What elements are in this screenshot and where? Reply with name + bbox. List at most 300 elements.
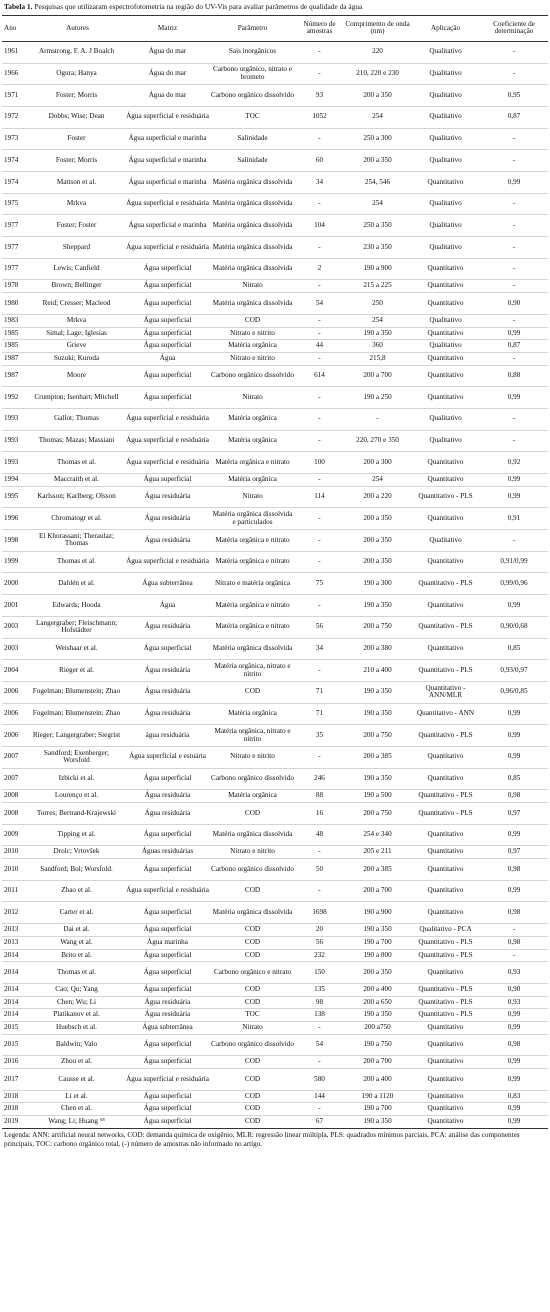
table-cell: 0,87 <box>480 106 548 128</box>
table-cell: Quantitativo <box>411 1021 480 1034</box>
table-cell: - <box>295 193 344 215</box>
table-cell: Água superficial <box>125 924 210 937</box>
table-cell: Água superficial e marinha <box>125 215 210 237</box>
table-cell: Qualitativo <box>411 150 480 172</box>
table-cell: 54 <box>295 293 344 315</box>
column-header: Ano <box>4 23 17 32</box>
table-cell: Cao; Qu; Yang <box>30 983 125 996</box>
table-cell: 0,99/0,96 <box>480 573 548 595</box>
table-cell: Quantitativo - PLS <box>411 949 480 962</box>
table-cell: COD <box>210 936 295 949</box>
table-cell: 1994 <box>2 474 30 487</box>
table-cell: 2011 <box>2 880 30 902</box>
table-cell: Foster; Morris <box>30 85 125 107</box>
table-cell: Água superficial <box>125 1103 210 1116</box>
table-cell: Matéria orgânica dissolvida <box>210 258 295 280</box>
table-cell: 34 <box>295 172 344 194</box>
table-row <box>2 1090 548 1103</box>
table-cell: 144 <box>295 1090 344 1103</box>
table-cell: Foster; Morris <box>30 150 125 172</box>
table-cell: - <box>295 1056 344 1069</box>
table-cell: 200 a 750 <box>344 803 411 825</box>
table-cell: 190 a 350 <box>344 768 411 790</box>
table-cell: 250 <box>344 293 411 315</box>
table-cell: Nitrato <box>210 280 295 293</box>
table-cell: Água superficial e residuária <box>125 880 210 902</box>
table-cell: Izbicki et al. <box>30 768 125 790</box>
table-cell: 200 a 400 <box>344 1069 411 1091</box>
table-cell: Água <box>125 595 210 617</box>
table-cell: Matéria orgânica <box>210 408 295 430</box>
table-row <box>2 996 548 1009</box>
column-header: Parâmetro <box>237 23 268 32</box>
table-cell: Água residuária <box>125 703 210 725</box>
table-cell: Água superficial e marinha <box>125 128 210 150</box>
table-row <box>2 258 548 280</box>
table-cell: Matéria orgânica e nitrato <box>210 530 295 552</box>
table-cell: Água do mar <box>125 63 210 85</box>
table-cell: 190 a 900 <box>344 902 411 924</box>
table-cell: 93 <box>295 85 344 107</box>
table-cell: 0,99 <box>480 327 548 340</box>
table-cell: 1985 <box>2 340 30 353</box>
table-row <box>2 1009 548 1022</box>
table-cell: Matéria orgânica <box>210 790 295 803</box>
table-cell: Simal; Lage; Iglesias <box>30 327 125 340</box>
table-cell: 1993 <box>2 430 30 452</box>
table-cell: Água superficial <box>125 340 210 353</box>
table-cell: água residuária <box>125 725 210 747</box>
table-cell: 44 <box>295 340 344 353</box>
table-cell: Água superficial <box>125 293 210 315</box>
table-cell: Quantitativo <box>411 1056 480 1069</box>
table-cell: Carbono orgânico, nitrato e brometo <box>210 63 295 85</box>
table-cell: 1983 <box>2 314 30 327</box>
table-cell: - <box>480 408 548 430</box>
table-cell: Água superficial <box>125 638 210 660</box>
table-cell: 2018 <box>2 1103 30 1116</box>
table-cell: Água superficial e residuária <box>125 106 210 128</box>
table-caption-text: Pesquisas que utilizaram espectrofotometria na região do UV-Vis para avaliar parâmetros de qualidade da água <box>32 2 363 11</box>
table-cell: 250 a 350 <box>344 215 411 237</box>
table-row <box>2 215 548 237</box>
table-cell: 2006 <box>2 725 30 747</box>
table-cell: Mrkva <box>30 314 125 327</box>
table-cell: - <box>295 63 344 85</box>
table-cell: 0,98 <box>480 1034 548 1056</box>
table-cell: Nitrato e nitrito <box>210 846 295 859</box>
table-cell: 220 <box>344 41 411 63</box>
table-cell: Ogura; Hanya <box>30 63 125 85</box>
table-cell: - <box>295 408 344 430</box>
table-row <box>2 962 548 984</box>
table-cell: - <box>295 508 344 530</box>
table-cell: Lourenço et al. <box>30 790 125 803</box>
table-cell: Quantitativo <box>411 474 480 487</box>
table-row <box>2 408 548 430</box>
table-cell: COD <box>210 924 295 937</box>
table-cell: 2016 <box>2 1056 30 1069</box>
table-row <box>2 746 548 768</box>
table-cell: Quantitativo <box>411 1103 480 1116</box>
table-cell: 75 <box>295 573 344 595</box>
table-cell: Matéria orgânica <box>210 474 295 487</box>
table-cell: 60 <box>295 150 344 172</box>
table-cell: Qualitativo <box>411 237 480 259</box>
table-cell: 200 a 650 <box>344 996 411 1009</box>
table-cell: Águas residuárias <box>125 846 210 859</box>
table-cell: Karlsson; Karlberg; Olsson <box>30 486 125 508</box>
table-cell: 2 <box>295 258 344 280</box>
table-cell: Água superficial e residuária <box>125 430 210 452</box>
table-cell: Quantitativo <box>411 508 480 530</box>
table-cell: Matéria orgânica dissolvida e particulados <box>210 508 295 530</box>
table-cell: 1052 <box>295 106 344 128</box>
table-cell: 1978 <box>2 280 30 293</box>
table-row <box>2 150 548 172</box>
table-cell: 200 a 750 <box>344 616 411 638</box>
table-cell: Água superficial e marinha <box>125 172 210 194</box>
table-cell: 200 a 300 <box>344 452 411 474</box>
table-row <box>2 237 548 259</box>
table-cell: Dobbs; Wise; Dean <box>30 106 125 128</box>
table-cell: Thomas; Mazas; Massiani <box>30 430 125 452</box>
table-cell: Quantitativo <box>411 172 480 194</box>
table-cell: 200 a 350 <box>344 85 411 107</box>
table-cell: - <box>480 352 548 365</box>
table-cell: 2013 <box>2 924 30 937</box>
table-row <box>2 314 548 327</box>
table-cell: Moore <box>30 365 125 387</box>
table-cell: 0,92 <box>480 452 548 474</box>
table-cell: 0,99 <box>480 486 548 508</box>
table-cell: Sandford; Bol; Worsfold. <box>30 859 125 881</box>
table-cell: Huebsch et al. <box>30 1021 125 1034</box>
table-cell: 200 a 350 <box>344 150 411 172</box>
table-cell: Água superficial <box>125 859 210 881</box>
table-cell: 1993 <box>2 452 30 474</box>
table-row <box>2 768 548 790</box>
table-cell: 254, 546 <box>344 172 411 194</box>
table-cell: 232 <box>295 949 344 962</box>
table-cell: 200 a 350 <box>344 530 411 552</box>
table-row <box>2 846 548 859</box>
table-cell: Água superficial <box>125 1090 210 1103</box>
table-cell: 138 <box>295 1009 344 1022</box>
table-cell: Thomas et al. <box>30 962 125 984</box>
table-cell: - <box>480 63 548 85</box>
table-cell: 200 a 350 <box>344 551 411 573</box>
table-cell: 2017 <box>2 1069 30 1091</box>
table-row <box>2 327 548 340</box>
table-row <box>2 1021 548 1034</box>
table-cell: COD <box>210 949 295 962</box>
table-cell: 246 <box>295 768 344 790</box>
table-cell: Qualitativo <box>411 85 480 107</box>
table-cell: Quantitativo - PLS <box>411 996 480 1009</box>
table-cell: 0,90 <box>480 983 548 996</box>
table-cell: 215 a 225 <box>344 280 411 293</box>
table-cell: 2019 <box>2 1116 30 1129</box>
table-cell: 215,8 <box>344 352 411 365</box>
table-cell: - <box>344 408 411 430</box>
table-cell: Thomas et al. <box>30 452 125 474</box>
table-cell: Wang et al. <box>30 936 125 949</box>
table-cell: 0,99 <box>480 824 548 846</box>
table-row <box>2 193 548 215</box>
table-cell: 0,90 <box>480 293 548 315</box>
table-cell: 0,99 <box>480 387 548 409</box>
table-cell: - <box>295 352 344 365</box>
table-cell: Água residuária <box>125 486 210 508</box>
table-cell: TOC <box>210 106 295 128</box>
table-row <box>2 128 548 150</box>
table-cell: Carbono orgânico e nitrato <box>210 962 295 984</box>
table-cell: 71 <box>295 681 344 703</box>
table-cell: Lewis; Canfield <box>30 258 125 280</box>
table-cell: 200 a 350 <box>344 962 411 984</box>
table-row <box>2 365 548 387</box>
table-row <box>2 949 548 962</box>
table-row <box>2 41 548 63</box>
table-cell: Água residuária <box>125 1009 210 1022</box>
table-cell: 0,99 <box>480 595 548 617</box>
table-cell: Mrkva <box>30 193 125 215</box>
table-cell: Salinidade <box>210 128 295 150</box>
table-cell: 20 <box>295 924 344 937</box>
table-cell: 0,96/0,85 <box>480 681 548 703</box>
table-cell: 1974 <box>2 150 30 172</box>
table-cell: Weishaar et al. <box>30 638 125 660</box>
table-row <box>2 616 548 638</box>
table-cell: 0,99 <box>480 1056 548 1069</box>
table-cell: Dahlén et al. <box>30 573 125 595</box>
table-cell: Quantitativo - PLS <box>411 790 480 803</box>
table-cell: Thomas et al. <box>30 551 125 573</box>
table-row <box>2 85 548 107</box>
table-cell: 54 <box>295 1034 344 1056</box>
table-cell: Água marinha <box>125 936 210 949</box>
table-cell: 190 a 250 <box>344 387 411 409</box>
table-row <box>2 1034 548 1056</box>
table-cell: Matéria orgânica dissolvida <box>210 193 295 215</box>
table-cell: 2015 <box>2 1021 30 1034</box>
table-cell: - <box>295 237 344 259</box>
table-cell: - <box>480 41 548 63</box>
table-cell: Quantitativo <box>411 859 480 881</box>
table-cell: 2000 <box>2 573 30 595</box>
table-cell: Quantitativo <box>411 280 480 293</box>
column-header: Coeficiente de determinação <box>493 19 535 36</box>
table-cell: 200 a 750 <box>344 725 411 747</box>
table-cell: Quantitativo <box>411 352 480 365</box>
table-cell: 1998 <box>2 530 30 552</box>
table-cell: Água residuária <box>125 803 210 825</box>
table-row <box>2 725 548 747</box>
table-cell: Matéria orgânica dissolvida <box>210 824 295 846</box>
table-cell: Água superficial <box>125 387 210 409</box>
table-cell: 48 <box>295 824 344 846</box>
table-cell: Nitrato <box>210 387 295 409</box>
table-cell: 2004 <box>2 660 30 682</box>
table-cell: 0,97 <box>480 803 548 825</box>
column-header: Aplicação <box>430 23 461 32</box>
research-table <box>2 15 548 1129</box>
table-cell: Água <box>125 352 210 365</box>
table-cell: Matéria orgânica e nitrato <box>210 452 295 474</box>
table-cell: 50 <box>295 859 344 881</box>
table-cell: 205 e 211 <box>344 846 411 859</box>
table-cell: Qualitativo - PCA <box>411 924 480 937</box>
table-cell: Qualitativo <box>411 314 480 327</box>
table-cell: Torres; Bertrand-Krajewski <box>30 803 125 825</box>
table-row <box>2 803 548 825</box>
table-cell: - <box>480 949 548 962</box>
table-row <box>2 106 548 128</box>
table-row <box>2 340 548 353</box>
table-cell: 190 a 350 <box>344 595 411 617</box>
table-cell: 1996 <box>2 508 30 530</box>
table-row <box>2 293 548 315</box>
table-cell: 1966 <box>2 63 30 85</box>
table-cell: El Khorassani; Theraulaz; Thomas <box>30 530 125 552</box>
table-cell: Suzuki; Kuroda <box>30 352 125 365</box>
table-cell: Quantitativo <box>411 746 480 768</box>
table-cell: 190 a 750 <box>344 1034 411 1056</box>
table-cell: Chen et al. <box>30 1103 125 1116</box>
table-cell: Matéria orgânica e nitrato <box>210 595 295 617</box>
table-cell: Chromatogr et al. <box>30 508 125 530</box>
table-cell: 2003 <box>2 616 30 638</box>
table-cell: Chen; Wu; Li <box>30 996 125 1009</box>
table-cell: 1972 <box>2 106 30 128</box>
table-cell: 200 a 385 <box>344 746 411 768</box>
table-cell: Quantitativo <box>411 768 480 790</box>
table-cell: Matéria orgânica dissolvida <box>210 293 295 315</box>
table-cell: Grieve <box>30 340 125 353</box>
table-cell: 0,98 <box>480 859 548 881</box>
table-cell: 0,98 <box>480 902 548 924</box>
table-row <box>2 1056 548 1069</box>
table-cell: Água superficial <box>125 280 210 293</box>
table-cell: 88 <box>295 790 344 803</box>
table-cell: Qualitativo <box>411 215 480 237</box>
table-cell: 0,93 <box>480 962 548 984</box>
table-cell: 0,97 <box>480 846 548 859</box>
table-row <box>2 452 548 474</box>
table-cell: 0,85 <box>480 768 548 790</box>
table-header <box>2 15 548 41</box>
table-cell: Wang; Li; Huang ⁶⁸ <box>30 1116 125 1129</box>
table-cell: Carbono orgânico dissolvido <box>210 1034 295 1056</box>
table-cell: - <box>295 327 344 340</box>
table-cell: Quantitativo <box>411 638 480 660</box>
table-cell: 67 <box>295 1116 344 1129</box>
table-cell: 1977 <box>2 237 30 259</box>
table-cell: 2007 <box>2 768 30 790</box>
table-row <box>2 1116 548 1129</box>
table-cell: 1980 <box>2 293 30 315</box>
table-row <box>2 595 548 617</box>
table-cell: - <box>295 595 344 617</box>
table-cell: 0,91/0,99 <box>480 551 548 573</box>
table-cell: Água superficial e marinha <box>125 150 210 172</box>
table-cell: Maccraith et al. <box>30 474 125 487</box>
table-cell: Quantitativo <box>411 846 480 859</box>
table-cell: 0,99 <box>480 1103 548 1116</box>
table-cell: 1975 <box>2 193 30 215</box>
table-cell: 2006 <box>2 681 30 703</box>
table-cell: 254 <box>344 193 411 215</box>
table-cell: Matéria orgânica <box>210 703 295 725</box>
table-cell: 1977 <box>2 258 30 280</box>
table-cell: 200 a 350 <box>344 508 411 530</box>
table-cell: - <box>480 280 548 293</box>
table-cell: - <box>295 430 344 452</box>
table-row <box>2 902 548 924</box>
table-cell: 2008 <box>2 790 30 803</box>
table-cell: - <box>295 280 344 293</box>
table-cell: Quantitativo - PLS <box>411 803 480 825</box>
table-cell: Brito et al. <box>30 949 125 962</box>
table-cell: Reid; Cresser; Macleod <box>30 293 125 315</box>
table-cell: Quantitativo - PLS <box>411 983 480 996</box>
table-cell: Foster; Foster <box>30 215 125 237</box>
table-cell: 2006 <box>2 703 30 725</box>
table-cell: 1985 <box>2 327 30 340</box>
table-cell: Água superficial e residuária <box>125 452 210 474</box>
table-row <box>2 703 548 725</box>
table-cell: - <box>480 128 548 150</box>
table-cell: 1987 <box>2 352 30 365</box>
table-cell: Qualitativo <box>411 408 480 430</box>
table-row <box>2 638 548 660</box>
table-cell: Água superficial e estuária <box>125 746 210 768</box>
table-row <box>2 172 548 194</box>
table-cell: Quantitativo <box>411 1090 480 1103</box>
table-cell: Matéria orgânica, nitrato e nitrito <box>210 725 295 747</box>
table-cell: Água subterrânea <box>125 1021 210 1034</box>
table-cell: Li et al. <box>30 1090 125 1103</box>
table-cell: 580 <box>295 1069 344 1091</box>
table-row <box>2 486 548 508</box>
table-cell: 614 <box>295 365 344 387</box>
table-cell: Zhou et al. <box>30 1056 125 1069</box>
table-cell: 2007 <box>2 746 30 768</box>
table-cell: Causse et al. <box>30 1069 125 1091</box>
table-cell: Carbono orgânico dissolvido <box>210 859 295 881</box>
table-cell: Rieger et al. <box>30 660 125 682</box>
table-cell: Fogelman; Blumenstein; Zhao <box>30 681 125 703</box>
table-cell: Qualitativo <box>411 128 480 150</box>
table-cell: 190 a 800 <box>344 949 411 962</box>
table-cell: Matéria orgânica <box>210 430 295 452</box>
table-cell: Rieger; Langergraber; Siegrist <box>30 725 125 747</box>
table-cell: Nitrato e matéria orgânica <box>210 573 295 595</box>
table-legend: Legenda: ANN: artificial neural networks, COD: demanda química de oxigênio, MLR: regressão linear múltipla, PLS: quadrados mínimos parciais, PCA: análise das componentes principais, TOC: carbono orgânico total, (-) número de amostras não informado no artigo. <box>4 1130 520 1148</box>
table-cell: 0,88 <box>480 365 548 387</box>
table-cell: 200 a750 <box>344 1021 411 1034</box>
table-cell: COD <box>210 681 295 703</box>
table-row <box>2 387 548 409</box>
table-cell: Brown; Bellinger <box>30 280 125 293</box>
table-cell: Água residuária <box>125 616 210 638</box>
table-cell: Carter et al. <box>30 902 125 924</box>
table-cell: Água superficial <box>125 949 210 962</box>
table-cell: Quantitativo <box>411 551 480 573</box>
table-cell: - <box>295 1103 344 1116</box>
table-row <box>2 474 548 487</box>
